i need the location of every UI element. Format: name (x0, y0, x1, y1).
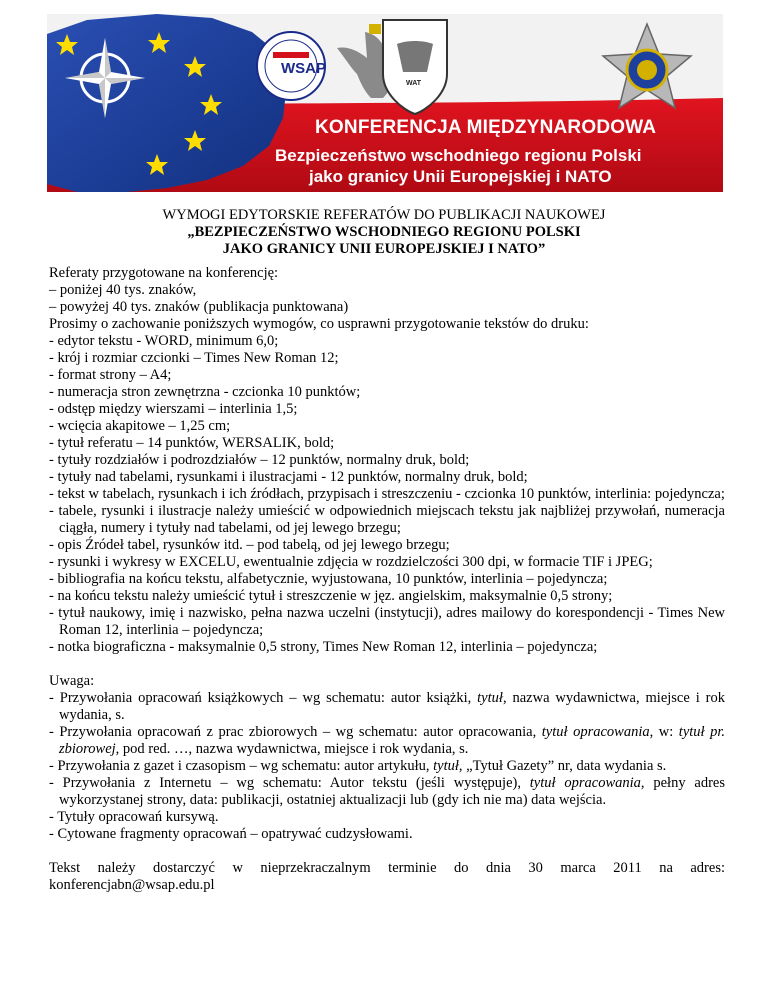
requirements-list (49, 333, 725, 656)
list-item: - numeracja stron zewnętrzna - czcionka 10 punktów; (49, 384, 361, 400)
wat-badge-text: WAT (406, 80, 422, 87)
note-item: - Przywołania opracowań książkowych – wg schematu: autor książki, tytuł, nazwa wydawnictwa, miejsce i rok wydania, s. (49, 690, 725, 723)
intro-option-2: – powyżej 40 tys. znaków (publikacja punktowana) (49, 299, 349, 315)
list-item: - wcięcia akapitowe – 1,25 cm; (49, 418, 231, 434)
list-item: - format strony – A4; (49, 367, 172, 383)
list-item: - krój i rozmiar czcionki – Times New Roman 12; (49, 350, 339, 366)
contact-email[interactable]: konferencjabn@wsap.edu.pl (49, 877, 215, 893)
list-item: - odstęp między wierszami – interlinia 1,5; (49, 401, 298, 417)
intro-line: Referaty przygotowane na konferencję: (49, 265, 279, 281)
heading-line-2: „BEZPIECZEŃSTWO WSCHODNIEGO REGIONU POLSKI (187, 224, 581, 240)
list-item: - tytuł naukowy, imię i nazwisko, pełna nazwa uczelni (instytucji), adres mailowy do korespondencji - Times New Roman 12, interlinia – pojedyncza; (49, 605, 725, 638)
note-item: - Cytowane fragmenty opracowań – opatrywać cudzysłowami. (49, 826, 413, 842)
notes-title: Uwaga: (49, 673, 95, 689)
document-body (49, 265, 725, 894)
list-item: - bibliografia na końcu tekstu, alfabetycznie, wyjustowana, 10 punktów, interlinia – pojedyncza; (49, 571, 608, 587)
list-item: - tabele, rysunki i ilustracje należy umieścić w odpowiednich miejscach tekstu jak najbliżej przywołań, numeracja ciągła, numery i tytuły nad tabelami, od jej lewego brzegu; (49, 503, 725, 536)
list-item: - tytuły nad tabelami, rysunkami i ilustracjami - 12 punktów, normalny druk, bold; (49, 469, 528, 485)
note-item: - Przywołania z Internetu – wg schematu: Autor tekstu (jeśli występuje), tytuł opracowania, pełny adres wykorzystanej strony, data: publikacji, ostatniej aktualizacji lub (gdy ich nie ma) data wejścia. (49, 775, 725, 808)
heading-line-3: JAKO GRANICY UNII EUROPEJSKIEJ I NATO” (222, 241, 546, 257)
intro-request: Prosimy o zachowanie poniższych wymogów, co usprawni przygotowanie tekstów do druku: (49, 316, 589, 332)
list-item: - rysunki i wykresy w EXCELU, ewentualnie zdjęcia w rozdzielczości 300 dpi, w formacie TIF i JPEG; (49, 554, 653, 570)
list-item: - tytuły rozdziałów i podrozdziałów – 12 punktów, normalny druk, bold; (49, 452, 470, 468)
intro-option-1: – poniżej 40 tys. znaków, (49, 282, 197, 298)
document-heading (0, 207, 768, 258)
list-item: - edytor tekstu - WORD, minimum 6,0; (49, 333, 279, 349)
deadline-text: Tekst należy dostarczyć w nieprzekraczalnym terminie do dnia 30 marca 2011 na adres: (49, 860, 725, 876)
list-item: - opis Źródeł tabel, rysunków itd. – pod tabelą, od jej lewego brzegu; (49, 537, 450, 553)
banner-title: KONFERENCJA MIĘDZYNARODOWA (315, 117, 657, 138)
list-item: - tekst w tabelach, rysunkach i ich źródłach, przypisach i streszczeniu - czcionka 10 punktów, interlinia: pojedyncza; (49, 486, 725, 502)
list-item: - tytuł referatu – 14 punktów, WERSALIK, bold; (49, 435, 335, 451)
note-item: - Przywołania z gazet i czasopism – wg schematu: autor artykułu, tytuł, „Tytuł Gazety” nr, data wydania s. (49, 758, 667, 774)
banner-subtitle-2: jako granicy Unii Europejskiej i NATO (309, 167, 612, 186)
note-item: - Tytuły opracowań kursywą. (49, 809, 219, 825)
heading-line-1: WYMOGI EDYTORSKIE REFERATÓW DO PUBLIKACJI NAUKOWEJ (162, 207, 606, 223)
banner-subtitle-1: Bezpieczeństwo wschodniego regionu Polski (275, 146, 642, 165)
wsap-logo-text: WSAP (281, 60, 326, 77)
note-item: - Przywołania opracowań z prac zbiorowych – wg schematu: autor opracowania, tytuł opracowania, w: tytuł pr. zbiorowej, pod red. …, nazwa wydawnictwa, miejsce i rok wydania, s. (49, 724, 726, 757)
list-item: - notka biograficzna - maksymalnie 0,5 strony, Times New Roman 12, interlinia – pojedyncza; (49, 639, 598, 655)
list-item: - na końcu tekstu należy umieścić tytuł i streszczenie w jęz. angielskim, maksymalnie 0,5 strony; (49, 588, 613, 604)
conference-banner (47, 14, 723, 192)
